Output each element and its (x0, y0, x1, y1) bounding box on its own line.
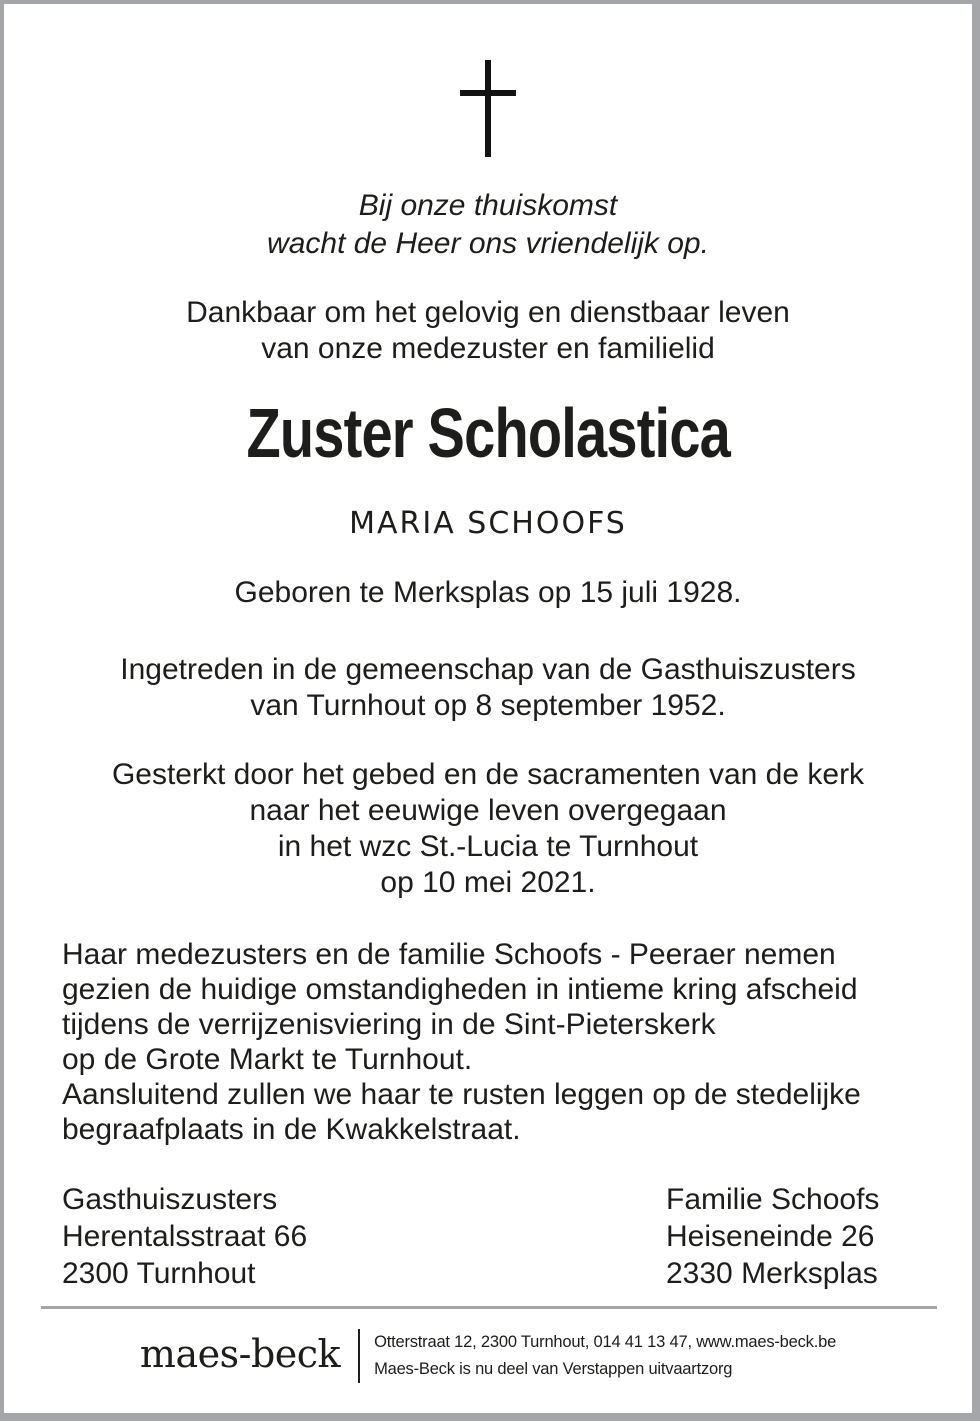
cross-row (4, 60, 972, 157)
religious-name-heading (4, 396, 972, 470)
funeral-home-footer (4, 1329, 972, 1383)
funeral-home-note-line: Maes-Beck is nu deel van Verstappen uitvaartzorg (374, 1360, 733, 1378)
address-line: Herentalsstraat 66 (62, 1220, 308, 1253)
civil-name: MARIA SCHOOFS (349, 506, 627, 541)
farewell-paragraph (4, 937, 972, 1147)
farewell-line: begraafplaats in de Kwakkelstraat. (62, 1113, 521, 1146)
farewell-line: op de Grote Markt te Turnhout. (62, 1043, 473, 1076)
entry-text (4, 652, 972, 724)
address-convent (62, 1181, 666, 1292)
funeral-home-contact-line: Otterstraat 12, 2300 Turnhout, 014 41 13 47, www.maes-beck.be (374, 1333, 837, 1351)
quote-line: Bij onze thuiskomst (358, 189, 618, 222)
birth-line: Geboren te Merksplas op 15 juli 1928. (234, 576, 742, 609)
footer-divider (41, 1306, 937, 1309)
address-line: Gasthuiszusters (62, 1183, 278, 1216)
farewell-line: gezien de huidige omstandigheden in intieme kring afscheid (62, 973, 858, 1006)
quote-line: wacht de Heer ons vriendelijk op. (267, 227, 709, 260)
footer-vertical-rule (358, 1329, 360, 1383)
address-line: Familie Schoofs (666, 1183, 880, 1216)
death-line: naar het eeuwige leven overgegaan (249, 794, 727, 827)
death-line: in het wzc St.-Lucia te Turnhout (277, 830, 699, 863)
farewell-line: Haar medezusters en de familie Schoofs - Peeraer nemen (62, 938, 836, 971)
address-columns (4, 1181, 972, 1292)
address-line: 2330 Merksplas (666, 1257, 878, 1290)
intro-text (4, 295, 972, 367)
cross-vertical-bar (485, 60, 491, 157)
cross-icon (460, 60, 516, 157)
entry-line: Ingetreden in de gemeenschap van de Gasthuiszusters (120, 653, 856, 686)
farewell-line: tijdens de verrijzenisviering in de Sint-Pieterskerk (62, 1008, 716, 1041)
religious-name: Zuster Scholastica (246, 394, 730, 472)
death-line: op 10 mei 2021. (380, 866, 596, 899)
death-line: Gesterkt door het gebed en de sacramenten van de kerk (111, 758, 865, 791)
intro-line: van onze medezuster en familielid (261, 332, 715, 365)
address-line: 2300 Turnhout (62, 1257, 256, 1290)
funeral-home-info (374, 1329, 836, 1383)
entry-line: van Turnhout op 8 september 1952. (250, 689, 726, 722)
cross-horizontal-bar (460, 90, 516, 96)
farewell-line: Aansluitend zullen we haar te rusten leggen op de stedelijke (62, 1078, 861, 1111)
address-family (666, 1181, 879, 1292)
address-line: Heiseneinde 26 (666, 1220, 875, 1253)
death-text (4, 757, 972, 901)
opening-quote (4, 187, 972, 263)
intro-line: Dankbaar om het gelovig en dienstbaar leven (186, 296, 790, 329)
funeral-home-logo: maes-beck (139, 1332, 341, 1376)
